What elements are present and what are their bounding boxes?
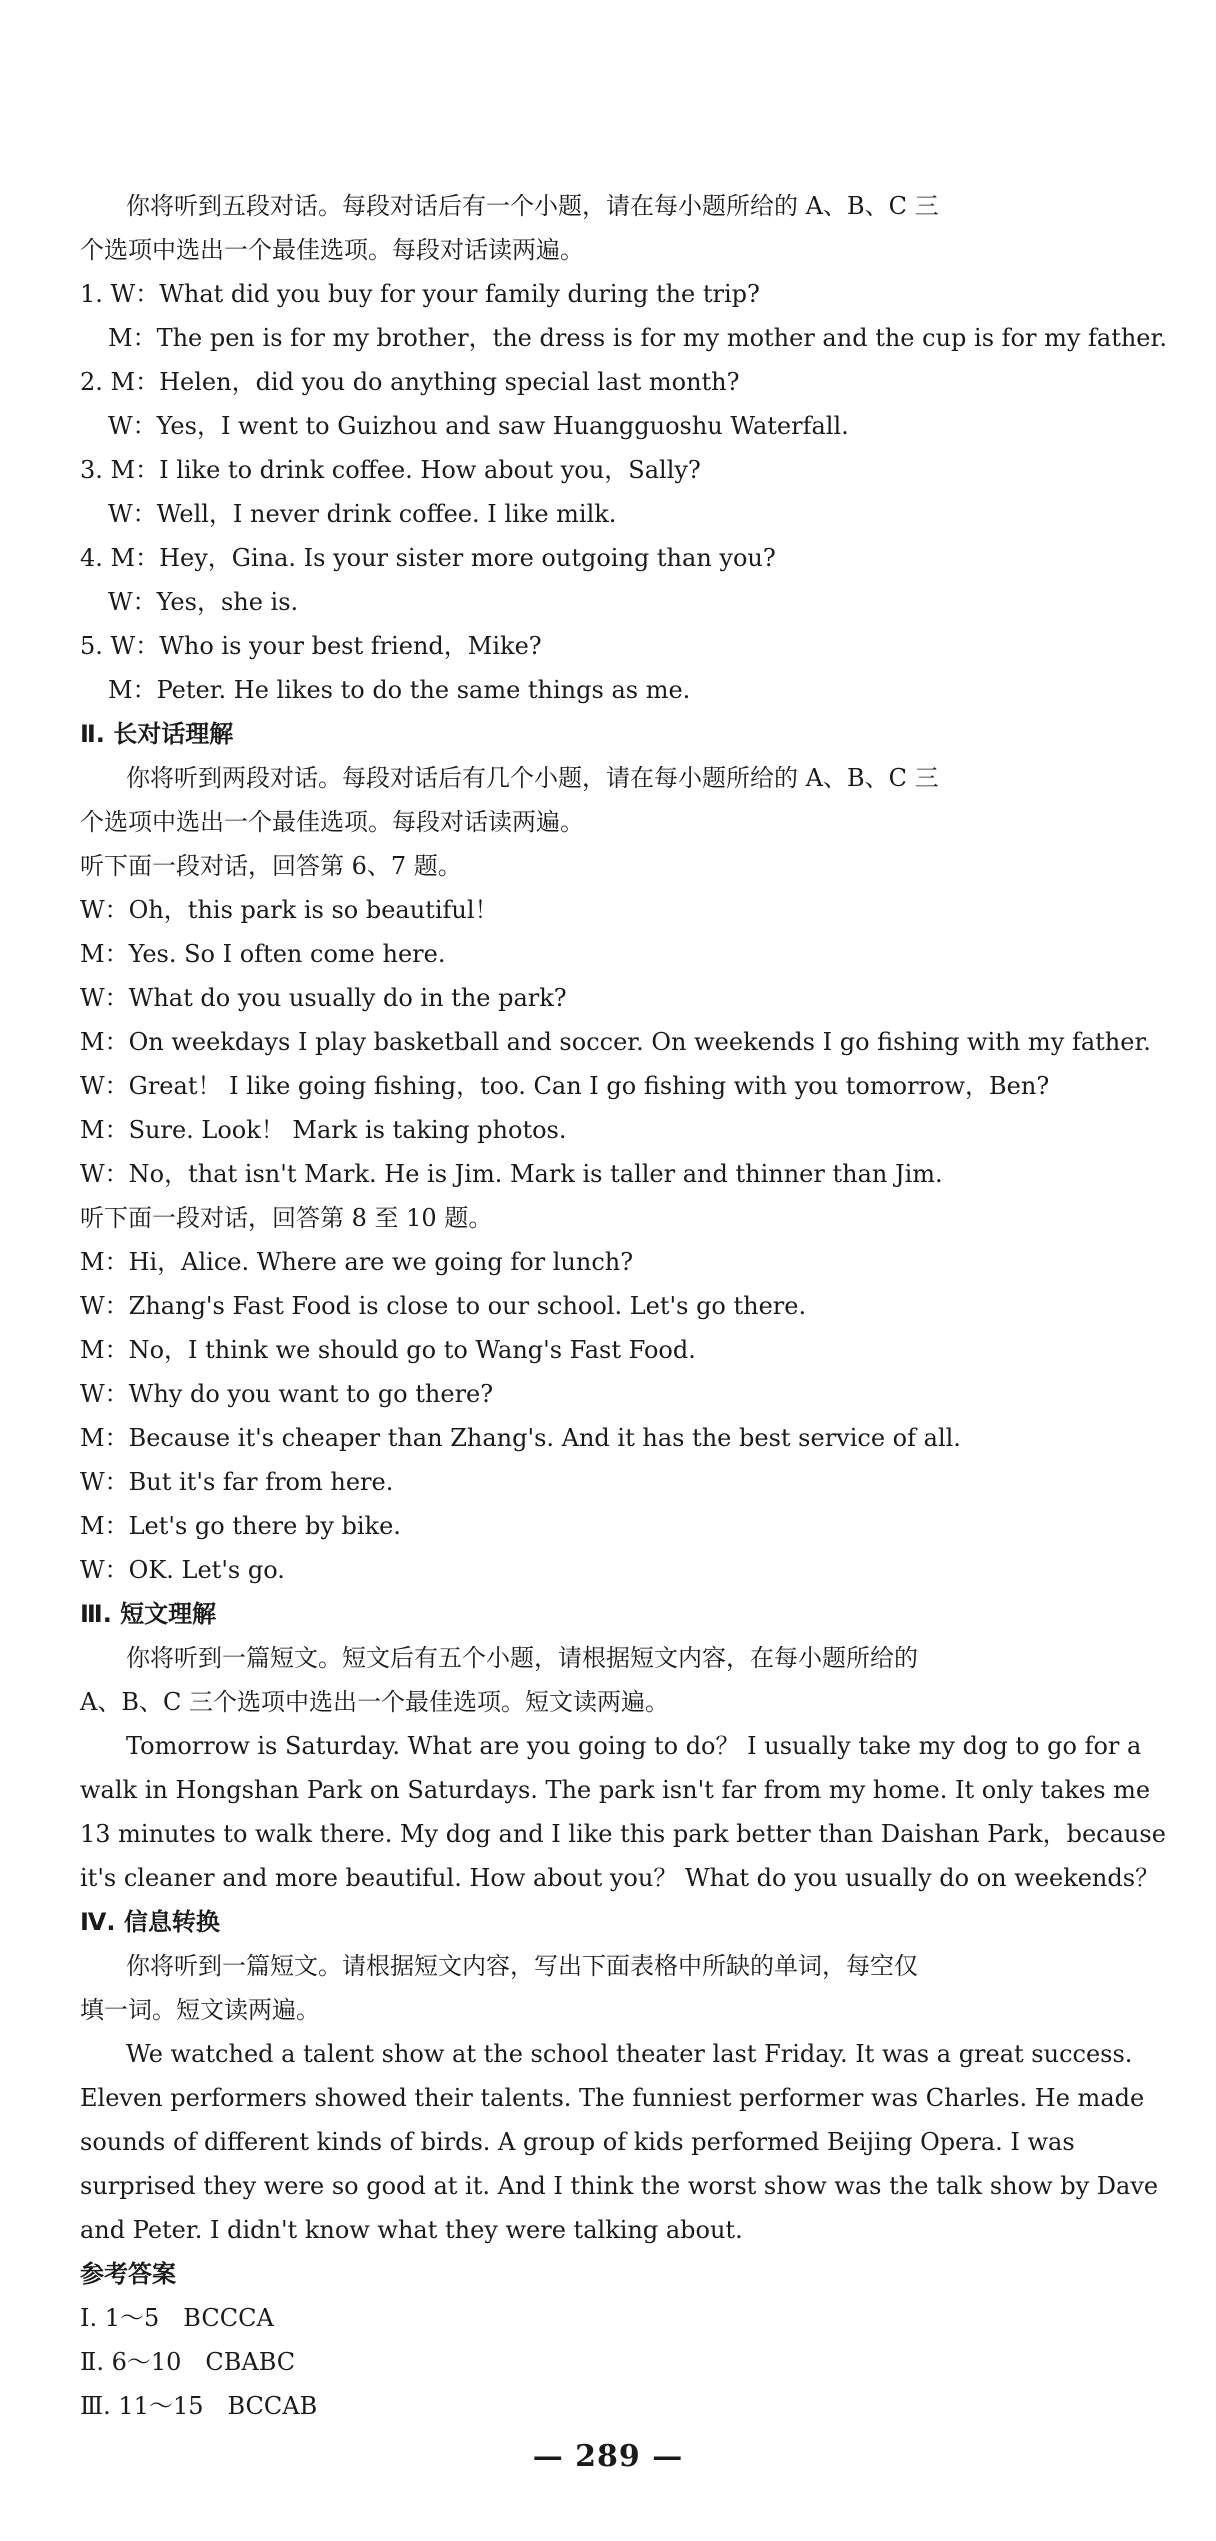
dialogue-line: 2. M：Helen，did you do anything special last month?: [80, 368, 740, 396]
dialogue-line: M：Yes. So I often come here.: [80, 940, 446, 968]
passage-line: Tomorrow is Saturday. What are you going to do？ I usually take my dog to go for a: [126, 1732, 1142, 1760]
dialogue-line: M：The pen is for my brother，the dress is for my mother and the cup is for my father.: [108, 324, 1167, 352]
dialogue-line: W：Great！ I like going fishing，too. Can I go fishing with you tomorrow，Ben?: [80, 1072, 1050, 1100]
section3-intro-line2: A、B、C 三个选项中选出一个最佳选项。短文读两遍。: [80, 1688, 669, 1716]
dialogue-line: W：Yes，she is.: [108, 588, 299, 616]
section3-intro-line1: 你将听到一篇短文。短文后有五个小题，请根据短文内容，在每小题所给的: [126, 1644, 918, 1672]
answer-line: Ⅲ. 11～15 BCCAB: [80, 2392, 318, 2420]
dialogue-line: W：Yes，I went to Guizhou and saw Huangguoshu Waterfall.: [108, 412, 849, 440]
section4-heading: Ⅳ. 信息转换: [80, 1908, 220, 1936]
section2-intro-line2: 个选项中选出一个最佳选项。每段对话读两遍。: [80, 808, 584, 836]
passage-line: sounds of different kinds of birds. A group of kids performed Beijing Opera. I was: [80, 2128, 1075, 2156]
dialogue-line: W：Oh，this park is so beautiful！: [80, 896, 499, 924]
dialogue-line: M：Sure. Look！ Mark is taking photos.: [80, 1116, 567, 1144]
dialogue-line: M：Let's go there by bike.: [80, 1512, 401, 1540]
section2-subheading-1: 听下面一段对话，回答第 6、7 题。: [80, 852, 462, 880]
answer-line: Ⅰ. 1～5 BCCCA: [80, 2304, 274, 2332]
dialogue-line: W：Why do you want to go there?: [80, 1380, 494, 1408]
section1-intro-line1: 你将听到五段对话。每段对话后有一个小题，请在每小题所给的 A、B、C 三: [126, 192, 939, 220]
section2-subheading-2: 听下面一段对话，回答第 8 至 10 题。: [80, 1204, 493, 1232]
dialogue-line: W：OK. Let's go.: [80, 1556, 285, 1584]
passage-line: walk in Hongshan Park on Saturdays. The park isn't far from my home. It only takes me: [80, 1776, 1151, 1804]
passage-line: it's cleaner and more beautiful. How about you？ What do you usually do on weekends？: [80, 1864, 1160, 1892]
dialogue-line: W：What do you usually do in the park?: [80, 984, 567, 1012]
dialogue-line: M：Hi，Alice. Where are we going for lunch?: [80, 1248, 634, 1276]
answer-line: Ⅱ. 6～10 CBABC: [80, 2348, 296, 2376]
answers-heading: 参考答案: [80, 2260, 176, 2288]
dialogue-line: W：No，that isn't Mark. He is Jim. Mark is taller and thinner than Jim.: [80, 1160, 943, 1188]
dialogue-line: 5. W：Who is your best friend，Mike?: [80, 632, 542, 660]
section1-intro-line2: 个选项中选出一个最佳选项。每段对话读两遍。: [80, 236, 584, 264]
passage-line: We watched a talent show at the school theater last Friday. It was a great success.: [126, 2040, 1133, 2068]
passage-line: Eleven performers showed their talents. The funniest performer was Charles. He made: [80, 2084, 1145, 2112]
dialogue-line: W：Zhang's Fast Food is close to our school. Let's go there.: [80, 1292, 807, 1320]
dialogue-line: M：Peter. He likes to do the same things as me.: [108, 676, 691, 704]
passage-line: and Peter. I didn't know what they were talking about.: [80, 2216, 743, 2244]
dialogue-line: 1. W：What did you buy for your family during the trip?: [80, 280, 760, 308]
dialogue-line: M：On weekdays I play basketball and soccer. On weekends I go fishing with my father.: [80, 1028, 1151, 1056]
page-number: — 289 —: [532, 2439, 684, 2474]
section4-intro-line1: 你将听到一篇短文。请根据短文内容，写出下面表格中所缺的单词，每空仅: [126, 1952, 918, 1980]
section2-intro-line1: 你将听到两段对话。每段对话后有几个小题，请在每小题所给的 A、B、C 三: [126, 764, 939, 792]
dialogue-line: M：Because it's cheaper than Zhang's. And it has the best service of all.: [80, 1424, 961, 1452]
section4-intro-line2: 填一词。短文读两遍。: [80, 1996, 320, 2024]
section2-heading: Ⅱ. 长对话理解: [80, 720, 234, 748]
dialogue-line: M：No，I think we should go to Wang's Fast Food.: [80, 1336, 696, 1364]
dialogue-line: W：Well，I never drink coffee. I like milk.: [108, 500, 617, 528]
passage-line: 13 minutes to walk there. My dog and I like this park better than Daishan Park，because: [80, 1820, 1166, 1848]
section3-heading: Ⅲ. 短文理解: [80, 1600, 217, 1628]
passage-line: surprised they were so good at it. And I think the worst show was the talk show by Dave: [80, 2172, 1159, 2200]
dialogue-line: 3. M：I like to drink coffee. How about you，Sally?: [80, 456, 701, 484]
dialogue-line: W：But it's far from here.: [80, 1468, 394, 1496]
dialogue-line: 4. M：Hey，Gina. Is your sister more outgoing than you?: [80, 544, 776, 572]
